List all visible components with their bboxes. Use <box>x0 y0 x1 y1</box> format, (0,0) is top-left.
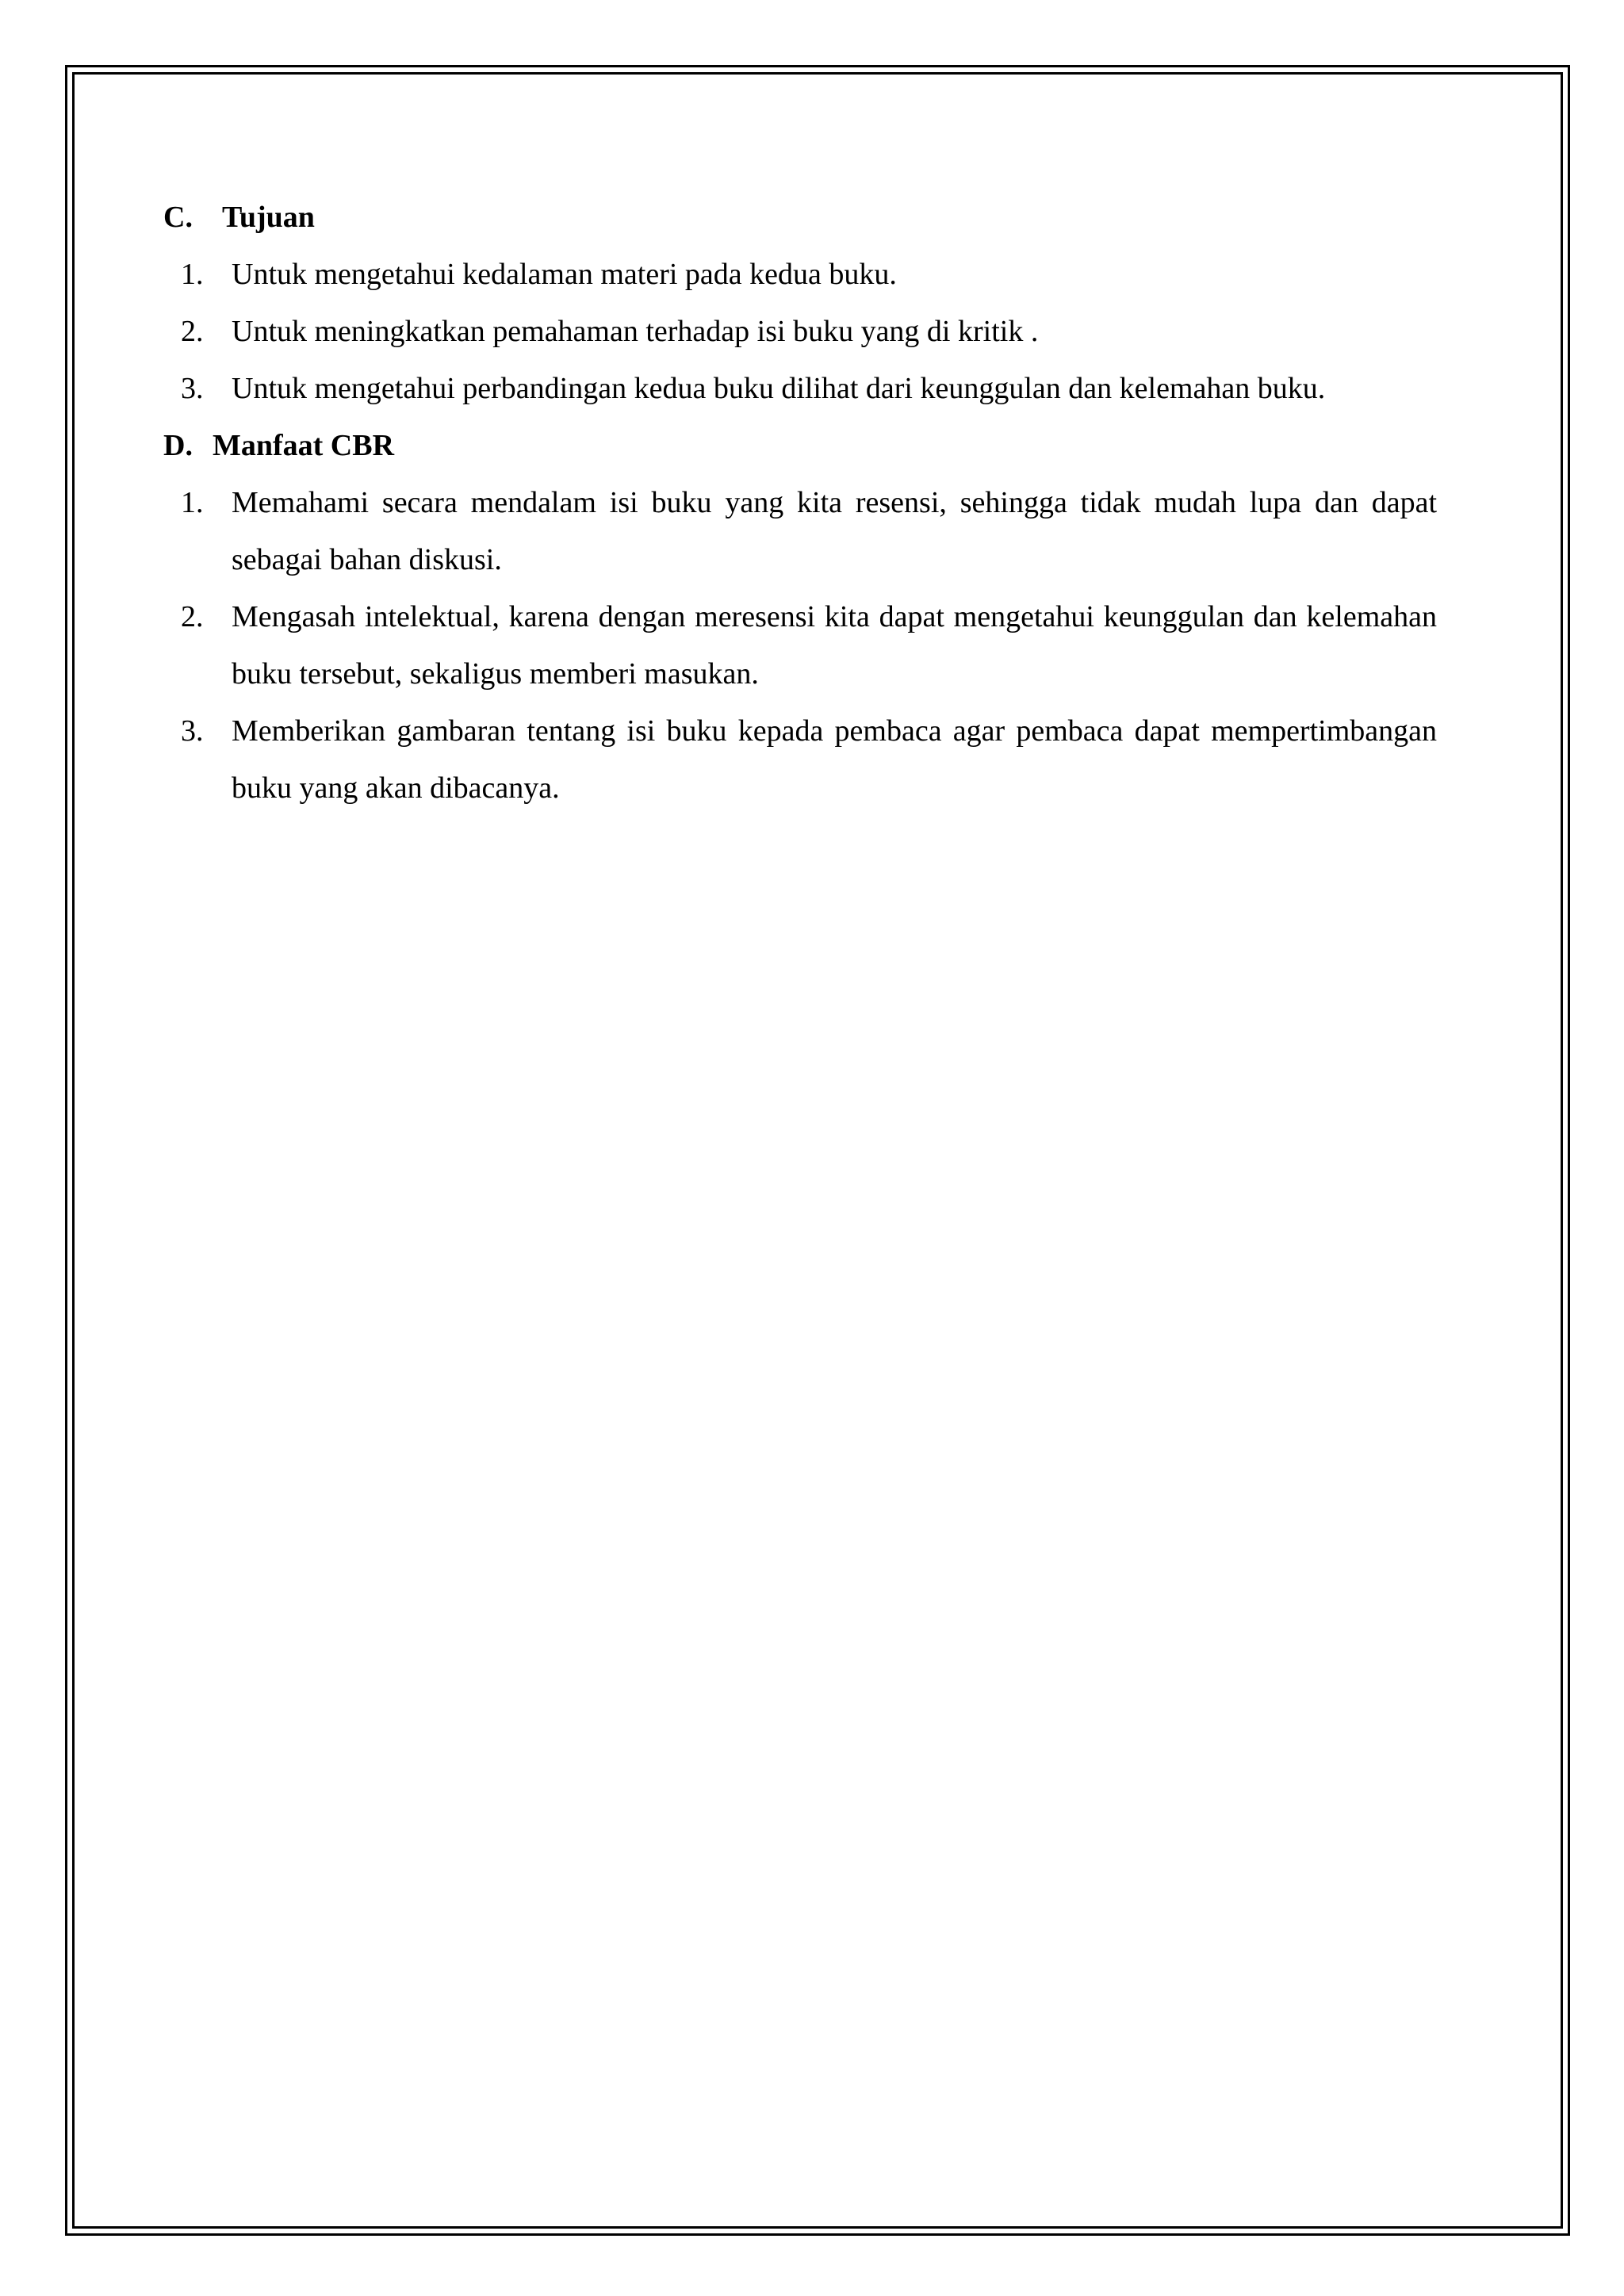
list-item-text: Memberikan gambaran tentang isi buku kepada pembaca agar pembaca dapat mempertimbangan buku yang akan dibacanya. <box>232 714 1437 805</box>
section-c-title: Tujuan <box>222 201 315 234</box>
list-item <box>163 588 1437 702</box>
list-item <box>163 360 1437 417</box>
list-item <box>163 246 1437 303</box>
manfaat-list <box>163 474 1437 817</box>
list-item-number: 3. <box>181 372 204 405</box>
list-item <box>163 474 1437 588</box>
section-c-letter: C. <box>163 201 193 234</box>
list-item-text: Memahami secara mendalam isi buku yang kita resensi, sehingga tidak mudah lupa dan dapat sebagai bahan diskusi. <box>232 486 1437 576</box>
section-d-letter: D. <box>163 429 193 462</box>
list-item <box>163 702 1437 817</box>
list-item-text: Untuk meningkatkan pemahaman terhadap isi buku yang di kritik . <box>232 315 1039 348</box>
list-item-text: Untuk mengetahui kedalaman materi pada kedua buku. <box>232 258 897 291</box>
tujuan-list <box>163 246 1437 417</box>
section-c-heading <box>163 189 1437 246</box>
list-item <box>163 303 1437 360</box>
list-item-number: 1. <box>181 258 204 291</box>
list-item-number: 3. <box>181 714 204 748</box>
list-item-text: Untuk mengetahui perbandingan kedua buku dilihat dari keunggulan dan kelemahan buku. <box>232 372 1326 405</box>
section-d-title: Manfaat CBR <box>213 429 395 462</box>
list-item-number: 2. <box>181 315 204 348</box>
list-item-number: 1. <box>181 486 204 519</box>
section-d-heading <box>163 417 1437 474</box>
list-item-text: Mengasah intelektual, karena dengan meresensi kita dapat mengetahui keunggulan dan kelemahan buku tersebut, sekaligus memberi masukan. <box>232 600 1437 691</box>
document-content <box>163 189 1437 817</box>
list-item-number: 2. <box>181 600 204 633</box>
